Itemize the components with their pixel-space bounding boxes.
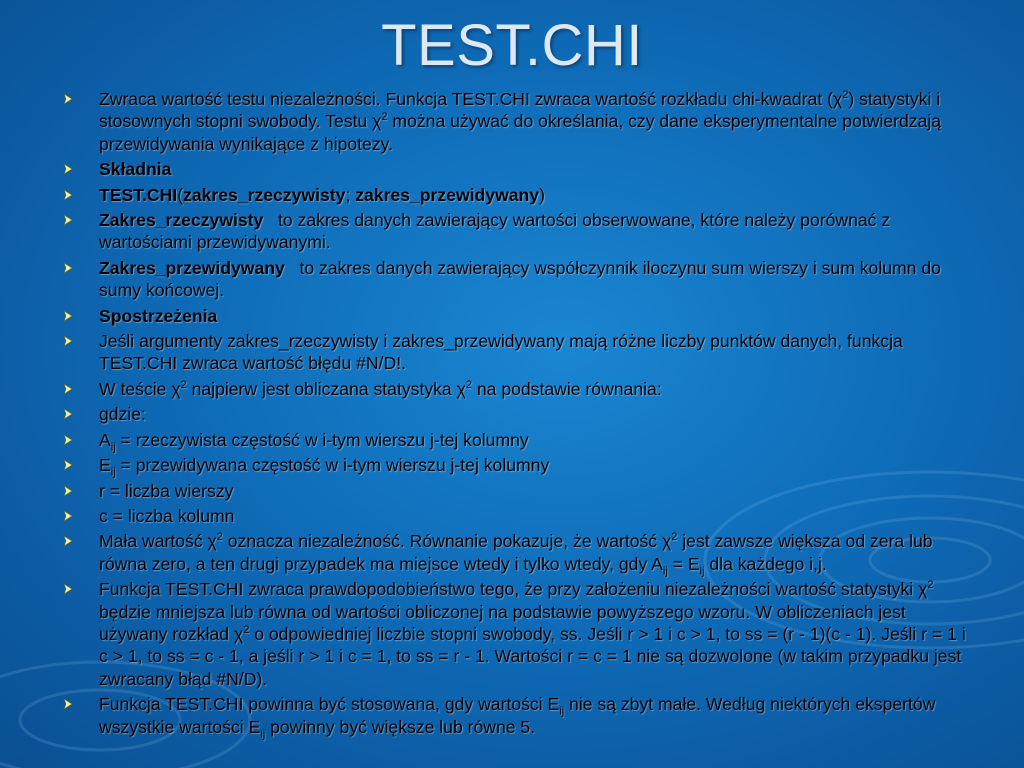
list-item [62, 209, 967, 254]
arrow-bullet-icon [62, 583, 74, 595]
item-text: najpierw jest obliczana statystyka χ [186, 378, 466, 399]
item-text: c = liczba kolumn [99, 505, 235, 526]
argument-name: zakres_rzeczywisty [183, 184, 346, 205]
section-heading: Spostrzeżenia [99, 305, 218, 326]
list-item [62, 378, 967, 400]
item-text: = E [667, 553, 700, 574]
list-item [62, 257, 967, 302]
item-text: Mała wartość χ [99, 531, 217, 552]
item-text: na podstawie równania: [471, 378, 662, 399]
list-item [62, 305, 967, 327]
item-text: to zakres danych zawierający wartości obserwowane, które należy porównać z wartościami przewidywanymi. [99, 210, 896, 253]
item-text: gdzie: [99, 404, 146, 425]
item-text: nie są zbyt małe. Według niektórych ekspertów wszystkie wartości E [99, 694, 936, 737]
variable-name: A [99, 429, 111, 450]
subscript: ij [559, 705, 565, 718]
superscript: 2 [381, 111, 388, 124]
list-item [62, 158, 967, 180]
function-name: TEST.CHI [99, 184, 178, 205]
section-heading: Składnia [99, 159, 172, 180]
list-item [62, 480, 967, 502]
subscript: ij [662, 565, 668, 578]
subscript: ij [699, 565, 705, 578]
superscript: 2 [465, 379, 472, 392]
arrow-bullet-icon [62, 434, 74, 446]
subscript: ij [260, 728, 266, 741]
item-text: Funkcja TEST.CHI zwraca prawdopodobieństwo tego, że przy założeniu niezależności wartość statystyki χ [99, 579, 928, 600]
arrow-bullet-icon [62, 408, 74, 420]
item-text: Zwraca wartość testu niezależności. Funkcja TEST.CHI zwraca wartość rozkładu chi-kwadrat (χ [99, 89, 843, 109]
subscript: ij [110, 466, 116, 479]
item-text: Funkcja TEST.CHI powinna być stosowana, gdy wartości E [99, 694, 560, 715]
list-item [62, 403, 967, 425]
superscript: 2 [180, 379, 187, 392]
list-item [62, 330, 967, 375]
arrow-bullet-icon [62, 510, 74, 522]
slide-title: TEST.CHI [381, 13, 643, 78]
item-text: = przewidywana częstość w i-tym wierszu j-tej kolumny [115, 455, 550, 476]
arrow-bullet-icon [62, 214, 74, 226]
argument-name: Zakres_rzeczywisty [99, 210, 264, 231]
arrow-bullet-icon [62, 310, 74, 322]
superscript: 2 [842, 89, 849, 102]
item-text: można używać do określania, czy dane eksperymentalne potwierdzają przewidywania wynikające z hipotezy. [99, 111, 942, 154]
superscript: 2 [671, 531, 678, 544]
item-text: powinny być większe lub równe 5. [265, 716, 536, 737]
arrow-bullet-icon [62, 459, 74, 471]
arrow-bullet-icon [62, 189, 74, 201]
list-item [62, 429, 967, 454]
list-item [62, 578, 967, 690]
list-item [62, 184, 967, 206]
item-text: o odpowiedniej liczbie stopni swobody, ss. Jeśli r > 1 i c > 1, to ss = (r - 1)(c - 1). Jeśli r = 1 i c > 1, to ss = c - 1, a jeśli r > 1 i c = 1, to ss = r - 1. Wartości r = c = 1 nie są dozwolone (w takim przypadku jest zwracany błąd #N/D). [99, 623, 966, 689]
paren-open: ( [177, 184, 184, 205]
list-item [62, 505, 967, 527]
separator: ; [345, 184, 356, 205]
subscript: ij [110, 441, 116, 454]
arrow-bullet-icon [62, 383, 74, 395]
item-text: ) statystyki i stosownych stopni swobody. Testu χ [99, 89, 941, 132]
arrow-bullet-icon [62, 335, 74, 347]
item-text: dla każdego i,j. [704, 553, 827, 574]
variable-name: E [99, 455, 111, 476]
argument-name: zakres_przewidywany [355, 184, 540, 205]
item-text: oznacza niezależność. Równanie pokazuje, że wartość χ [222, 531, 672, 552]
list-item [62, 88, 967, 155]
arrow-bullet-icon [62, 163, 74, 175]
item-text: r = liczba wierszy [99, 480, 234, 501]
superscript: 2 [927, 579, 934, 592]
list-item [62, 454, 967, 479]
arrow-bullet-icon [62, 698, 74, 710]
arrow-bullet-icon [62, 535, 74, 547]
superscript: 2 [216, 531, 223, 544]
item-text: = rzeczywista częstość w i-tym wierszu j-tej kolumny [115, 429, 529, 450]
item-text: będzie mniejsza lub równa od wartości obliczonej na podstawie powyższego wzoru. W obliczeniach jest używany rozkład χ [99, 601, 906, 644]
arrow-bullet-icon [62, 93, 74, 105]
bullet-list [62, 88, 967, 741]
item-text: jest zawsze większa od zera lub równa zero, a ten drugi przypadek ma miejsce wtedy i tylko wtedy, gdy A [99, 531, 933, 574]
item-text: to zakres danych zawierający współczynnik iloczynu sum wierszy i sum kolumn do sumy końcowej. [99, 257, 946, 301]
superscript: 2 [243, 624, 250, 637]
list-item [62, 693, 967, 741]
paren-close: ) [539, 184, 545, 205]
arrow-bullet-icon [62, 485, 74, 497]
item-text: Jeśli argumenty zakres_rzeczywisty i zakres_przewidywany mają różne liczby punktów danych, funkcja TEST.CHI zwraca wartość błędu #N/D!. [99, 331, 903, 374]
list-item [62, 530, 967, 578]
argument-name: Zakres_przewidywany [99, 257, 285, 278]
item-text: W teście χ [99, 378, 181, 399]
arrow-bullet-icon [62, 262, 74, 274]
